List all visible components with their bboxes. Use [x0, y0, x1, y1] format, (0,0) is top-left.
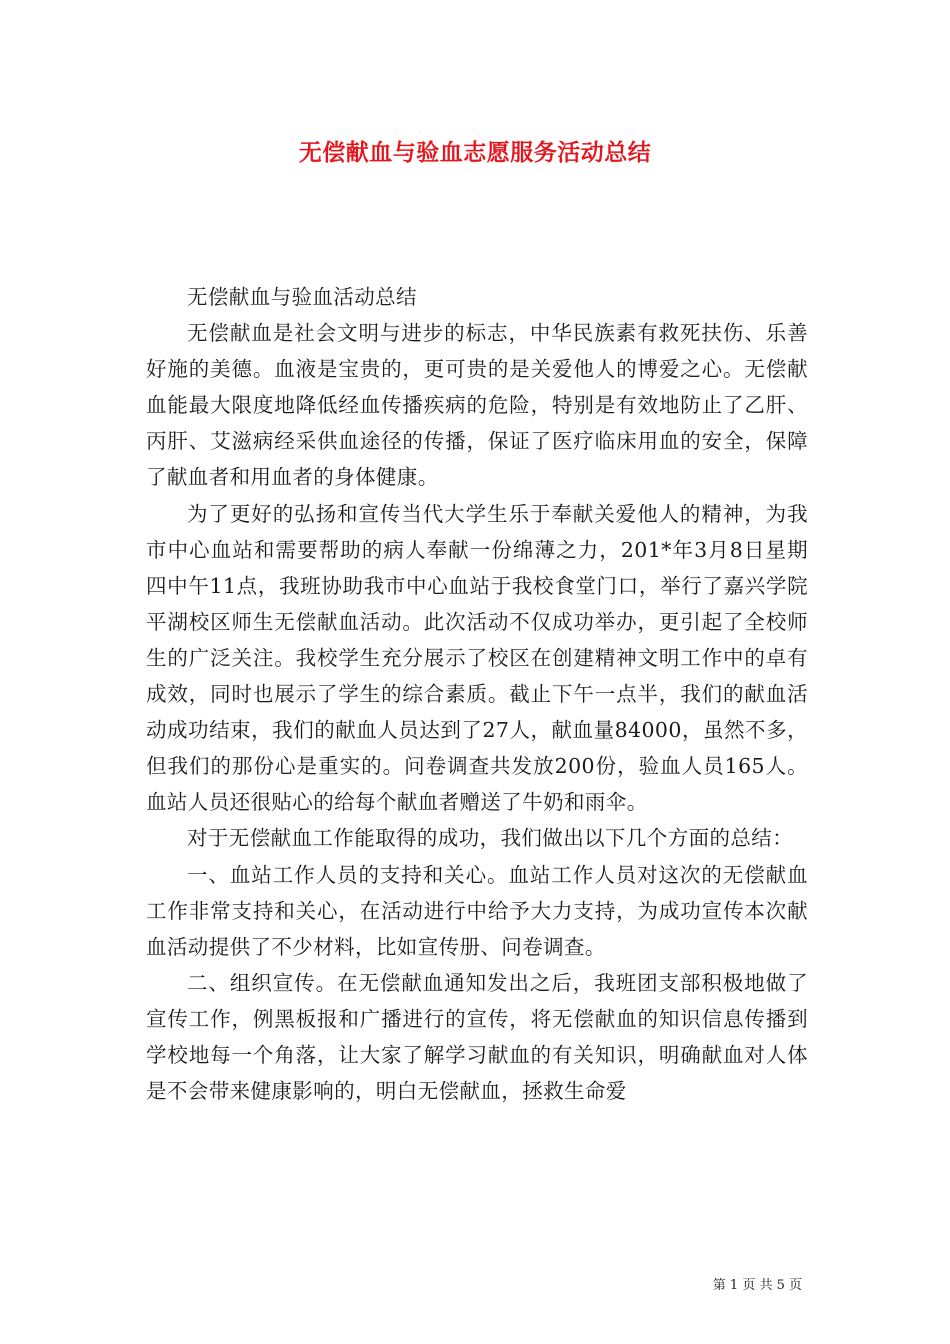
- paragraph-point-two: 二、组织宣传。在无偿献血通知发出之后，我班团支部积极地做了宣传工作，例黑板报和广播进行的宣传，将无偿献血的知识信息传播到学校地每一个角落，让大家了解学习献血的有关知识，明确献血对人体是不会带来健康影响的，明白无偿献血，拯救生命爱: [146, 970, 808, 1104]
- document-title: 无偿献血与验血志愿服务活动总结: [298, 139, 652, 166]
- paragraph-event: 为了更好的弘扬和宣传当代大学生乐于奉献关爱他人的精神，为我市中心血站和需要帮助的病人奉献一份绵薄之力，201*年3月8日星期四中午11点，我班协助我市中心血站于我校食堂门口，举行了嘉兴学院平湖校区师生无偿献血活动。此次活动不仅成功举办，更引起了全校师生的广泛关注。我校学生充分展示了校区在创建精神文明工作中的卓有成效，同时也展示了学生的综合素质。截止下午一点半，我们的献血活动成功结束，我们的献血人员达到了27人，献血量84000，虽然不多，但我们的那份心是重实的。问卷调查共发放200份，验血人员165人。血站人员还很贴心的给每个献血者赠送了牛奶和雨伞。: [146, 501, 808, 815]
- page-number: 第 1 页 共 5 页: [712, 1278, 802, 1293]
- paragraph-subtitle: 无偿献血与验血活动总结: [187, 285, 417, 309]
- paragraph-summary-lead: 对于无偿献血工作能取得的成功，我们做出以下几个方面的总结：: [187, 826, 794, 851]
- paragraph-point-one: 一、血站工作人员的支持和关心。血站工作人员对这次的无偿献血工作非常支持和关心，在活动进行中给予大力支持，为成功宣传本次献血活动提供了不少材料，比如宣传册、问卷调查。: [146, 862, 808, 959]
- paragraph-intro: 无偿献血是社会文明与进步的标志，中华民族素有救死扶伤、乐善好施的美德。血液是宝贵的，更可贵的是关爱他人的博爱之心。无偿献血能最大限度地降低经血传播疾病的危险，特别是有效地防止了乙肝、丙肝、艾滋病经采供血途径的传播，保证了医疗临床用血的安全，保障了献血者和用血者的身体健康。: [146, 321, 808, 490]
- document-body: [146, 279, 808, 1109]
